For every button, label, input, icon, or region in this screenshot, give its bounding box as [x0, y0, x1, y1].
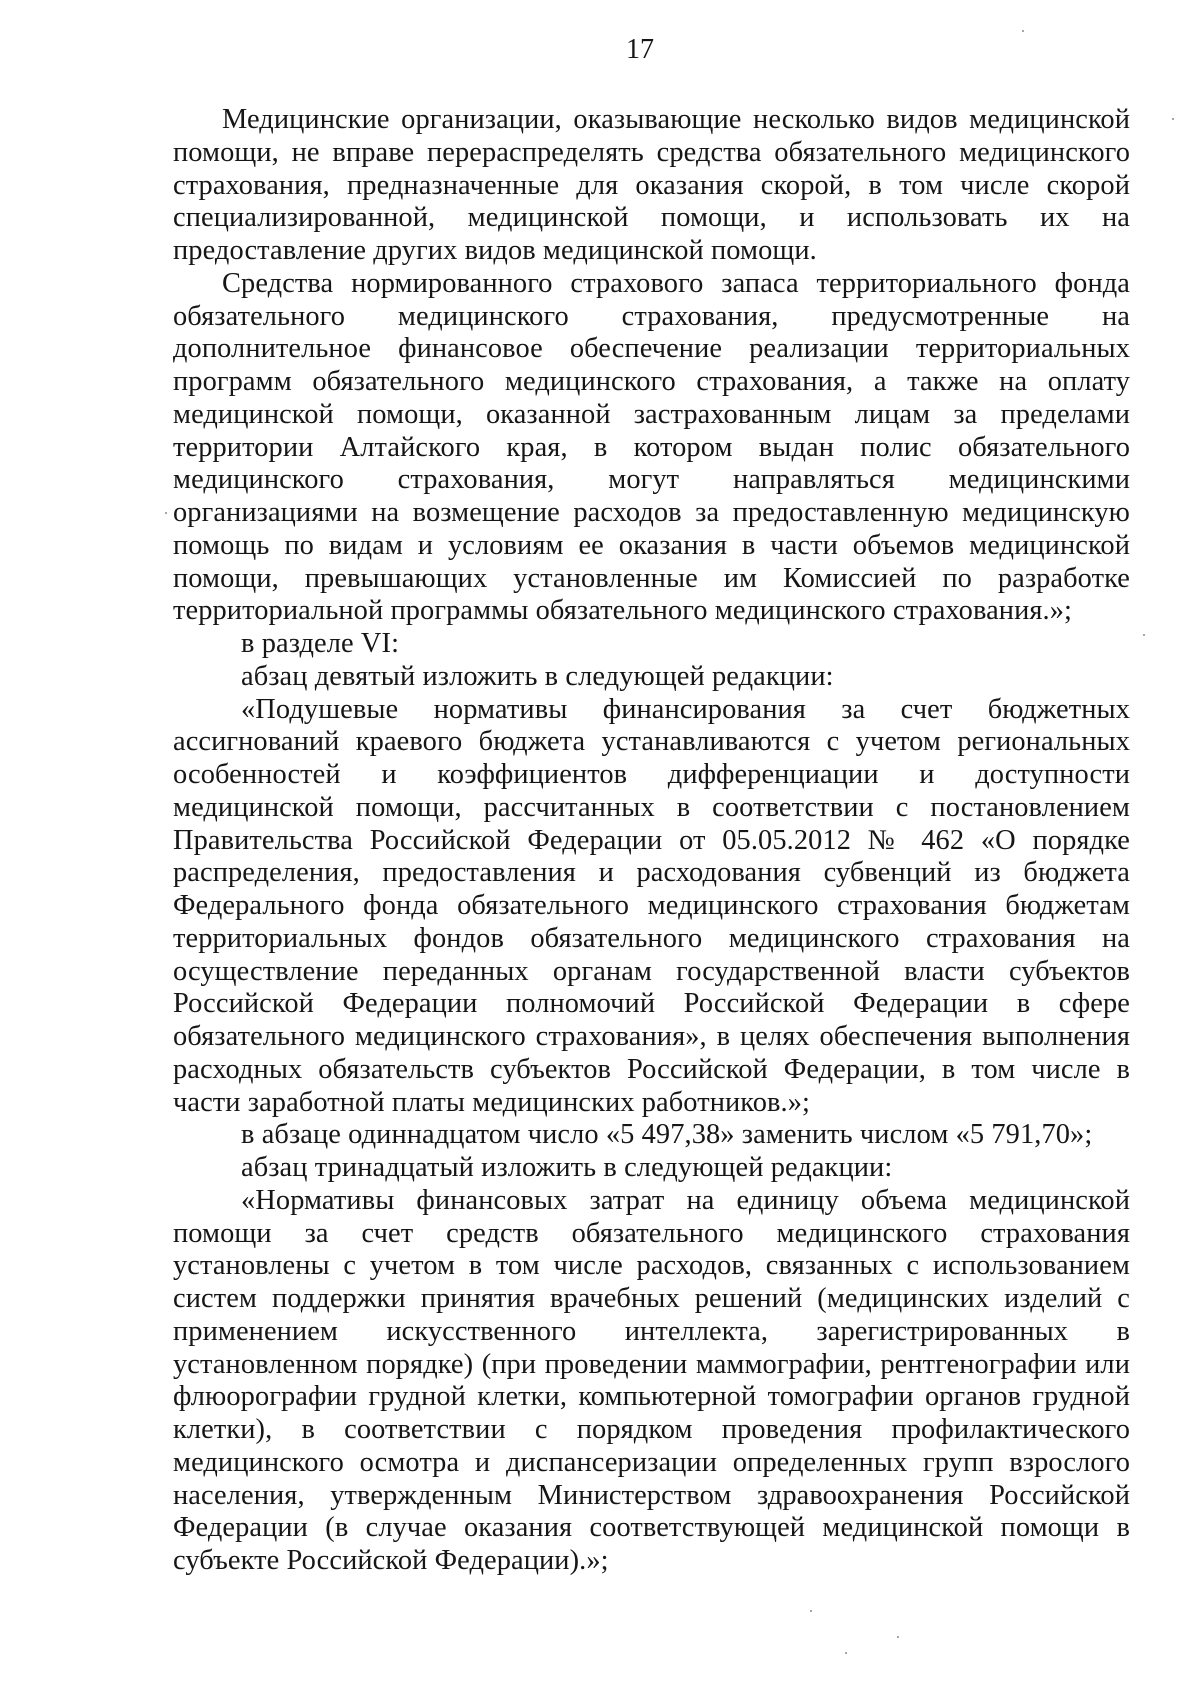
paragraph-thirteenth-abzac: абзац тринадцатый изложить в следующей редакции: — [241, 1152, 893, 1183]
scan-speck — [1143, 634, 1145, 636]
paragraph-medical-organizations: Медицинские организации, оказывающие несколько видов медицинской помощи, не вправе перераспределять средства обязательного медицинского страхования, предназначенные для оказания скорой, в том числе скорой специализированной, медицинской помощи, и использовать их на предоставление других видов медицинской помощи. — [173, 104, 1130, 266]
paragraph-eleventh-abzac: в абзаце одиннадцатом число «5 497,38» заменить числом «5 791,70»; — [241, 1119, 1093, 1151]
document-body — [173, 104, 1130, 1578]
paragraph-per-capita-norms: «Подушевые нормативы финансирования за счет бюджетных ассигнований краевого бюджета устанавливаются с учетом региональных особенностей и коэффициентов дифференциации и доступности медицинской помощи, рассчитанных в соответствии с постановлением Правительства Российской Федерации от 05.05.2012 № 462 «О порядке распределения, предоставления и расходования субвенций из бюджета Федерального фонда обязательного медицинского страхования бюджетам территориальных фондов обязательного медицинского страхования на осуществление переданных органам государственной власти субъектов Российской Федерации полномочий Российской Федерации в сфере обязательного медицинского страхования», в целях обеспечения выполнения расходных обязательств субъектов Российской Федерации, в том числе в части заработной платы медицинских работников.»; — [173, 693, 1130, 1118]
scan-speck — [1022, 30, 1024, 32]
paragraph-section-vi: в разделе VI: — [241, 628, 400, 659]
paragraph-financial-cost-norms: «Нормативы финансовых затрат на единицу объема медицинской помощи за счет средств обязательного медицинского страхования установлены с учетом в том числе расходов, связанных с использованием систем поддержки принятия врачебных решений (медицинских изделий с применением искусственного интеллекта, зарегистрированных в установленном порядке) (при проведении маммографии, рентгенографии или флюорографии грудной клетки, компьютерной томографии органов грудной клетки), в соответствии с порядком проведения профилактического медицинского осмотра и диспансеризации определенных групп взрослого населения, утвержденным Министерством здравоохранения Российской Федерации (в случае оказания соответствующей медицинской помощи в субъекте Российской Федерации).»; — [173, 1184, 1130, 1576]
scan-speck — [1172, 118, 1174, 120]
scan-speck — [897, 1636, 899, 1638]
paragraph-insurance-reserve: Средства нормированного страхового запаса территориального фонда обязательного медицинского страхования, предусмотренные на дополнительное финансовое обеспечение реализации территориальных программ обязательного медицинского страхования, а также на оплату медицинской помощи, оказанной застрахованным лицам за пределами территории Алтайского края, в котором выдан полис обязательного медицинского страхования, могут направляться медицинскими организациями на возмещение расходов за предоставленную медицинскую помощь по видам и условиям ее оказания в части объемов медицинской помощи, превышающих установленные им Комиссией по разработке территориальной программы обязательного медицинского страхования.»; — [173, 267, 1130, 627]
scan-speck — [165, 512, 167, 514]
paragraph-ninth-abzac: абзац девятый изложить в следующей редакции: — [241, 660, 834, 692]
page-number: 17 — [626, 34, 654, 65]
scan-speck — [845, 1652, 847, 1654]
scan-speck — [810, 1610, 812, 1612]
